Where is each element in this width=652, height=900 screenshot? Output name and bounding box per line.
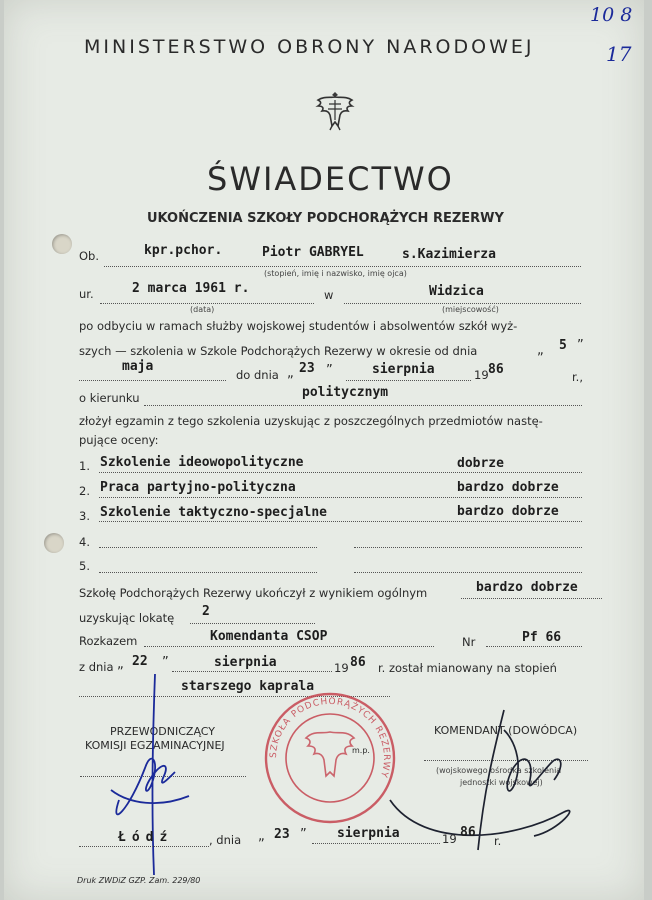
birth-date: 2 marca 1961 r. <box>132 281 250 296</box>
order-date-day: 22 <box>132 654 148 669</box>
order-date-tail: r. został mianowany na stopień <box>378 661 557 675</box>
commander-caption-2: jednostki wojskowej) <box>460 778 543 787</box>
paragraph-line-1: po odbyciu w ramach służby wojskowej studentów i absolwentów szkół wyż- <box>79 319 518 333</box>
ministry-heading: MINISTERSTWO OBRONY NARODOWEJ <box>84 36 535 58</box>
period-month-to: sierpnia <box>372 362 435 377</box>
rozkaz-nr-label: Nr <box>462 635 476 649</box>
period-year-prefix: 19 <box>474 368 489 382</box>
punch-hole-top <box>52 234 72 254</box>
subject-1-name: Szkolenie ideowopolityczne <box>100 455 304 470</box>
order-date-year: 86 <box>350 655 366 670</box>
commander-handwritten-signature <box>384 700 594 860</box>
birth-place-caption: (miejscowość) <box>442 305 499 314</box>
chair-title-line-1: PRZEWODNICZĄCY <box>110 725 215 738</box>
order-date-year-prefix: 19 <box>334 661 349 675</box>
rozkaz-dotted-line <box>144 646 434 647</box>
period-year: 86 <box>488 362 504 377</box>
month-to-dotted-line <box>346 380 471 381</box>
issue-month-dotted-line <box>312 843 440 844</box>
period-r: r., <box>572 370 583 384</box>
period-month-from: maja <box>122 359 154 374</box>
eagle-emblem-icon <box>312 88 358 134</box>
document-title: ŚWIADECTWO <box>207 160 454 198</box>
birth-place: Widzica <box>429 284 484 299</box>
subject-4-grade-dotted-line <box>354 547 582 548</box>
month-from-dotted-line <box>79 380 226 381</box>
birth-label: ur. <box>79 287 94 301</box>
commander-title: KOMENDANT (DOWÓDCA) <box>434 724 578 737</box>
student-rank: kpr.pchor. <box>144 243 223 258</box>
kierunek-value: politycznym <box>302 385 389 400</box>
lokata-label: uzyskując lokatę <box>79 611 175 625</box>
period-day-to: 23 <box>299 361 315 376</box>
issue-city-dotted-line <box>79 846 209 847</box>
issue-month: sierpnia <box>337 826 400 841</box>
punch-hole-bottom <box>44 533 64 553</box>
subject-2-name: Praca partyjno-polityczna <box>100 480 296 495</box>
subject-1-dotted-line <box>99 472 582 473</box>
issue-dnia-label: , dnia <box>209 833 242 847</box>
result-value: bardzo dobrze <box>476 580 578 595</box>
order-date-month: sierpnia <box>214 655 277 670</box>
subject-2-grade: bardzo dobrze <box>457 480 559 495</box>
print-footer: Druk ZWDiZ GZP. Zam. 229/80 <box>77 876 201 885</box>
rozkaz-value: Komendanta CSOP <box>210 629 328 644</box>
subject-1-number: 1. <box>79 459 90 473</box>
order-date-label: z dnia <box>79 660 114 674</box>
chair-handwritten-signature <box>99 670 199 880</box>
issue-day: 23 <box>274 827 290 842</box>
result-label: Szkołę Podchorążych Rezerwy ukończył z wynikiem ogólnym <box>79 586 428 600</box>
kierunek-dotted-line <box>144 405 582 406</box>
document-subtitle: UKOŃCZENIA SZKOŁY PODCHORĄŻYCH REZERWY <box>147 211 504 226</box>
new-rank: starszego kaprala <box>181 679 315 694</box>
ob-caption: (stopień, imię i nazwisko, imię ojca) <box>264 269 407 278</box>
exam-line-2: pujące oceny: <box>79 433 159 447</box>
issue-city: Łódź <box>118 830 174 845</box>
rozkaz-nr-dotted-line <box>486 646 582 647</box>
subject-4-dotted-line <box>99 547 317 548</box>
chair-title-line-2: KOMISJI EGZAMINACYJNEJ <box>85 739 225 752</box>
archive-number-side: 17 <box>606 42 632 66</box>
subject-3-grade: bardzo dobrze <box>457 504 559 519</box>
certificate-sheet: 10 8 17 MINISTERSTWO OBRONY NARODOWEJ ŚWIADECTWO UKOŃCZENIA SZKOŁY PODCHORĄŻYCH REZERWY Ob. kpr.pchor. Piotr GABRYEL s.Kazimierza (stopień, imię i nazwisko, imię ojca) ur. 2 marca 1961 r. w Widzica (data) (miejscowość) po odbyciu w ramach służby wojskowej studentów i absolwentów szkół wyż- szych — szkolenia w Szkole Podchorążych Rezerwy w okresie od dnia „ 5 ” maja do dnia „ 23 ” sierpnia 19 86 r., o kierunku politycznym złożył egzamin z tego szkolenia uzyskując z poszczególnych przedmiotów nastę- pujące oceny: 1. Szkolenie ideowopolityczne dobrze 2. Praca partyjno-polityczna bardzo dobrze 3. Szkolenie taktyczno-specjalne bardzo dobrze 4. 5. Szkołę Podchorążych Rezerwy ukończył z wynikiem ogólnym bardzo dobrze uzyskując lokatę 2 Rozkazem Komendanta CSOP Nr Pf 66 z dnia „ 22 ” sierpnia 19 86 r. został mianowany na stopień starszego kaprala PRZEWODNICZĄCY KOMISJI EGZAMINACYJNEJ SZKOŁA PODCHORĄŻYCH REZERWY m.p. KOMENDANT (DOWÓDCA) (wojskowego ośrodka szkolenia jednostki wojskowej) Łódź , dnia „ 23 ” sierpnia 19 86 r. Druk ZWDiZ GZP. Zam. 229/80 <box>4 0 644 900</box>
exam-line-1: złożył egzamin z tego szkolenia uzyskując z poszczególnych przedmiotów nastę- <box>79 414 543 428</box>
lokata-value: 2 <box>202 604 210 619</box>
subject-3-number: 3. <box>79 509 90 523</box>
subject-5-number: 5. <box>79 559 90 573</box>
student-name: Piotr GABRYEL <box>262 245 364 260</box>
subject-5-grade-dotted-line <box>354 572 582 573</box>
lokata-dotted-line <box>190 623 315 624</box>
result-dotted-line <box>461 598 602 599</box>
paragraph-line-2: szych — szkolenia w Szkole Podchorążych Rezerwy w okresie od dnia <box>79 344 478 358</box>
stamp-ring-text: SZKOŁA PODCHORĄŻYCH REZERWY <box>268 696 392 780</box>
archive-number-top: 10 8 <box>590 4 633 26</box>
issue-year-prefix: 19 <box>442 832 457 846</box>
birth-date-dotted-line <box>100 303 314 304</box>
ob-dotted-line <box>104 266 581 267</box>
do-dnia-label: do dnia <box>236 368 279 382</box>
subject-3-dotted-line <box>99 521 582 522</box>
subject-2-dotted-line <box>99 497 582 498</box>
issue-r: r. <box>494 834 502 848</box>
subject-3-name: Szkolenie taktyczno-specjalne <box>100 505 327 520</box>
rozkaz-label: Rozkazem <box>79 634 138 648</box>
subject-2-number: 2. <box>79 484 90 498</box>
issue-year: 86 <box>460 825 476 840</box>
rozkaz-nr: Pf 66 <box>522 630 562 645</box>
commander-caption-1: (wojskowego ośrodka szkolenia <box>436 766 562 775</box>
period-day-from: 5 <box>559 338 567 353</box>
ob-label: Ob. <box>79 249 100 263</box>
birth-w: w <box>324 288 334 302</box>
official-round-stamp <box>262 690 398 826</box>
subject-4-number: 4. <box>79 535 90 549</box>
student-father: s.Kazimierza <box>402 247 496 262</box>
subject-5-dotted-line <box>99 572 317 573</box>
subject-1-grade: dobrze <box>457 456 504 471</box>
mp-label: m.p. <box>352 746 370 755</box>
kierunek-label: o kierunku <box>79 391 140 405</box>
birth-place-dotted-line <box>344 303 581 304</box>
birth-date-caption: (data) <box>190 305 215 314</box>
